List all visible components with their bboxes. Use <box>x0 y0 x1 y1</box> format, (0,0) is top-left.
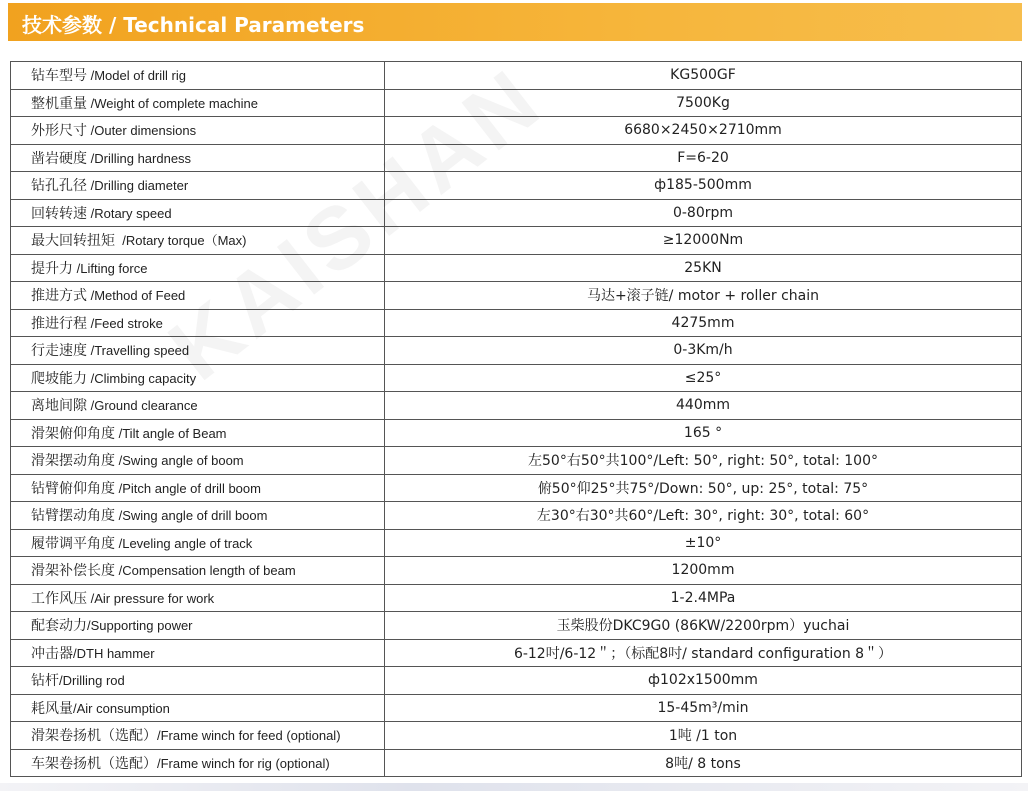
parameter-name-cn: 钻臂摆动角度 <box>31 508 115 525</box>
parameter-name-cn: 推进方式 <box>31 288 87 305</box>
table-row <box>11 364 1022 392</box>
parameter-name-cn: 外形尺寸 <box>31 123 87 140</box>
parameter-value: 6680×2450×2710mm <box>385 117 1022 145</box>
parameter-label-cell <box>11 144 385 172</box>
parameter-value: 0-80rpm <box>385 199 1022 227</box>
parameter-name-cn: 钻杆 <box>31 673 59 690</box>
table-row <box>11 419 1022 447</box>
parameter-name-en: /Travelling speed <box>87 343 190 359</box>
parameter-name-cn: 滑架摆动角度 <box>31 453 115 470</box>
table-row <box>11 612 1022 640</box>
parameter-name-cn: 行走速度 <box>31 343 87 360</box>
parameter-value: 0-3Km/h <box>385 337 1022 365</box>
table-row <box>11 337 1022 365</box>
parameter-value: 7500Kg <box>385 89 1022 117</box>
parameter-label-cell <box>11 584 385 612</box>
parameter-name-cn: 滑架卷扬机（选配） <box>31 728 157 745</box>
parameter-name-en: /Lifting force <box>73 260 148 276</box>
parameter-name-cn: 滑架俯仰角度 <box>31 425 115 442</box>
table-row <box>11 62 1022 90</box>
parameter-label-cell <box>11 282 385 310</box>
parameter-value: 6-12吋/6-12＂；（标配8吋/ standard configuration 8＂） <box>385 639 1022 667</box>
parameter-name-en: /Air pressure for work <box>87 590 215 606</box>
parameter-name-en: /Rotary torque（Max) <box>115 233 247 249</box>
parameter-name-cn: 工作风压 <box>31 590 87 607</box>
parameter-name-cn: 爬坡能力 <box>31 370 87 387</box>
parameter-name-cn: 耗风量 <box>31 700 73 717</box>
parameter-label-cell <box>11 612 385 640</box>
parameter-value: ≥12000Nm <box>385 227 1022 255</box>
parameter-name-cn: 整机重量 <box>31 95 87 112</box>
parameter-value: 玉柴股份DKC9G0 (86KW/2200rpm）yuchai <box>385 612 1022 640</box>
parameter-value: 15-45m³/min <box>385 694 1022 722</box>
parameter-label-cell <box>11 502 385 530</box>
parameter-label-cell <box>11 639 385 667</box>
parameter-name-en: /Tilt angle of Beam <box>115 425 227 441</box>
parameter-name-cn: 履带调平角度 <box>31 535 115 552</box>
parameter-name-en: /Pitch angle of drill boom <box>115 480 261 496</box>
parameter-value: ≤25° <box>385 364 1022 392</box>
parameter-label-cell <box>11 309 385 337</box>
table-row <box>11 282 1022 310</box>
parameter-label-cell <box>11 62 385 90</box>
parameter-name-en: /Frame winch for feed (optional) <box>157 728 341 744</box>
parameter-name-en: /Feed stroke <box>87 315 163 331</box>
parameter-value: ф185-500mm <box>385 172 1022 200</box>
parameter-name-cn: 滑架补偿长度 <box>31 563 115 580</box>
parameter-value: 左50°右50°共100°/Left: 50°, right: 50°, total: 100° <box>385 447 1022 475</box>
table-row <box>11 584 1022 612</box>
parameter-value: 4275mm <box>385 309 1022 337</box>
parameter-name-en: /Outer dimensions <box>87 123 197 139</box>
parameter-name-en: /DTH hammer <box>73 645 155 661</box>
parameter-name-en: /Rotary speed <box>87 205 172 221</box>
parameter-name-en: /Compensation length of beam <box>115 563 296 579</box>
parameter-name-en: /Swing angle of boom <box>115 453 244 469</box>
parameter-label-cell <box>11 447 385 475</box>
table-row <box>11 309 1022 337</box>
table-row <box>11 392 1022 420</box>
parameter-name-cn: 钻臂俯仰角度 <box>31 480 115 497</box>
table-row <box>11 172 1022 200</box>
table-row <box>11 117 1022 145</box>
table-row <box>11 667 1022 695</box>
table-row <box>11 474 1022 502</box>
parameter-value: 165 ° <box>385 419 1022 447</box>
parameter-label-cell <box>11 419 385 447</box>
parameter-label-cell <box>11 337 385 365</box>
parameter-name-en: /Supporting power <box>87 618 193 634</box>
parameter-value: 25KN <box>385 254 1022 282</box>
parameter-name-cn: 凿岩硬度 <box>31 150 87 167</box>
parameter-name-cn: 推进行程 <box>31 315 87 332</box>
parameter-name-cn: 冲击器 <box>31 645 73 662</box>
parameter-label-cell <box>11 694 385 722</box>
section-header <box>8 3 1022 41</box>
parameter-label-cell <box>11 199 385 227</box>
table-row <box>11 694 1022 722</box>
parameter-label-cell <box>11 227 385 255</box>
parameter-label-cell <box>11 557 385 585</box>
parameter-name-cn: 钻车型号 <box>31 68 87 85</box>
parameter-label-cell <box>11 89 385 117</box>
table-row <box>11 749 1022 777</box>
parameter-value: 1200mm <box>385 557 1022 585</box>
parameter-value: 马达+滚子链/ motor + roller chain <box>385 282 1022 310</box>
parameter-label-cell <box>11 364 385 392</box>
parameter-value: 1-2.4MPa <box>385 584 1022 612</box>
parameter-label-cell <box>11 529 385 557</box>
parameter-value: 440mm <box>385 392 1022 420</box>
parameter-label-cell <box>11 667 385 695</box>
table-row <box>11 502 1022 530</box>
table-row <box>11 227 1022 255</box>
parameter-label-cell <box>11 392 385 420</box>
parameter-value: 左30°右30°共60°/Left: 30°, right: 30°, total: 60° <box>385 502 1022 530</box>
technical-parameters-table <box>10 61 1022 777</box>
bottom-decor-band <box>0 783 1028 791</box>
parameter-name-en: /Drilling diameter <box>87 178 189 194</box>
parameter-name-en: /Climbing capacity <box>87 370 197 386</box>
parameter-name-cn: 钻孔孔径 <box>31 178 87 195</box>
parameter-value: ф102x1500mm <box>385 667 1022 695</box>
parameter-name-cn: 回转转速 <box>31 205 87 222</box>
parameter-name-en: /Drilling hardness <box>87 150 192 166</box>
table-row <box>11 199 1022 227</box>
parameter-label-cell <box>11 172 385 200</box>
parameter-label-cell <box>11 722 385 750</box>
parameter-value: ±10° <box>385 529 1022 557</box>
parameter-name-cn: 提升力 <box>31 260 73 277</box>
parameter-label-cell <box>11 254 385 282</box>
parameter-name-en: /Frame winch for rig (optional) <box>157 755 330 771</box>
parameter-name-en: /Method of Feed <box>87 288 186 304</box>
parameter-name-en: /Air consumption <box>73 700 170 716</box>
parameter-label-cell <box>11 117 385 145</box>
parameter-value: 8吨/ 8 tons <box>385 749 1022 777</box>
table-row <box>11 254 1022 282</box>
parameter-value: 1吨 /1 ton <box>385 722 1022 750</box>
table-row <box>11 144 1022 172</box>
parameter-name-en: /Leveling angle of track <box>115 535 253 551</box>
parameter-name-en: /Model of drill rig <box>87 68 186 84</box>
table-row <box>11 557 1022 585</box>
table-row <box>11 89 1022 117</box>
parameter-name-cn: 离地间隙 <box>31 398 87 415</box>
table-row <box>11 447 1022 475</box>
parameter-name-cn: 最大回转扭矩 <box>31 233 115 250</box>
parameter-name-en: /Drilling rod <box>59 673 125 689</box>
parameter-value: KG500GF <box>385 62 1022 90</box>
parameter-value: 俯50°仰25°共75°/Down: 50°, up: 25°, total: 75° <box>385 474 1022 502</box>
table-row <box>11 722 1022 750</box>
section-title: 技术参数 / Technical Parameters <box>22 13 365 37</box>
table-row <box>11 639 1022 667</box>
parameter-value: F=6-20 <box>385 144 1022 172</box>
parameter-label-cell <box>11 749 385 777</box>
parameter-name-en: /Ground clearance <box>87 398 198 414</box>
parameter-name-cn: 车架卷扬机（选配） <box>31 755 157 772</box>
parameter-name-cn: 配套动力 <box>31 618 87 635</box>
parameter-name-en: /Weight of complete machine <box>87 95 259 111</box>
parameter-label-cell <box>11 474 385 502</box>
parameter-name-en: /Swing angle of drill boom <box>115 508 268 524</box>
table-row <box>11 529 1022 557</box>
